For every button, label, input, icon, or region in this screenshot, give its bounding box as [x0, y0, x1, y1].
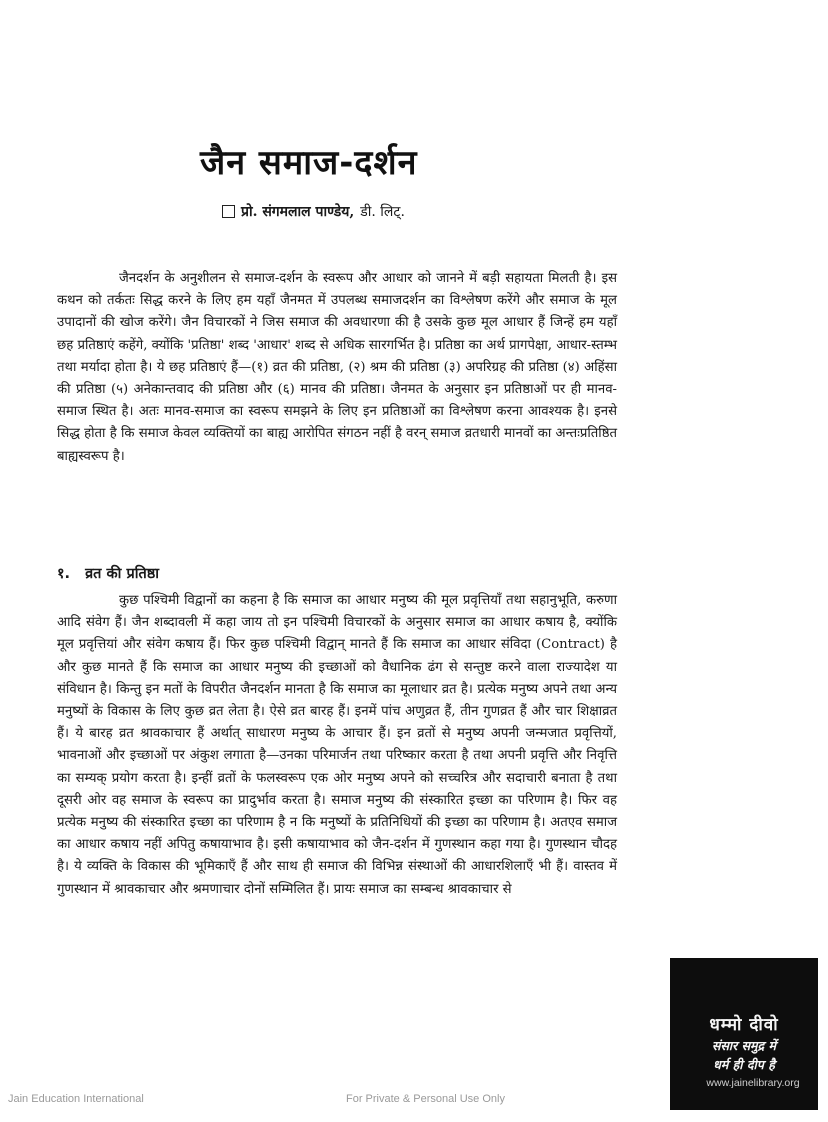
footer-usage-notice: For Private & Personal Use Only: [346, 1093, 505, 1105]
author-degree: डी. लिट्.: [360, 204, 405, 220]
emblem-url-link[interactable]: www.jainelibrary.org: [706, 1077, 800, 1089]
emblem-line-2: संसार समुद्र में: [712, 1038, 776, 1053]
square-bullet-icon: [222, 205, 235, 218]
intro-paragraph: जैनदर्शन के अनुशीलन से समाज-दर्शन के स्वरूप और आधार को जानने में बड़ी सहायता मिलती है। इस कथन को तर्कतः सिद्ध करने के लिए हम यहाँ जैनमत में उपलब्ध समाजदर्शन का विश्लेषण करेंगे और समाज के मूल उपादानों की खोज करेंगे। जैन विचारकों ने जिस समाज की अवधारणा की है उसके कुछ मूल आधार हैं जिन्हें हम यहाँ छह प्रतिष्ठाएं कहेंगे, क्योंकि 'प्रतिष्ठा' शब्द 'आधार' शब्द से अधिक सारगर्भित है। प्रतिष्ठा का अर्थ प्रागपेक्षा, आधार-स्तम्भ तथा मर्यादा होता है। ये छह प्रतिष्ठाएं हैं—(१) व्रत की प्रतिष्ठा, (२) श्रम की प्रतिष्ठा (३) अपरिग्रह की प्रतिष्ठा (४) अहिंसा की प्रतिष्ठा (५) अनेकान्तवाद की प्रतिष्ठा और (६) मानव की प्रतिष्ठा। जैनमत के अनुसार इन प्रतिष्ठाओं पर ही मानव-समाज स्थित है। अतः मानव-समाज का स्वरूप समझने के लिए इन प्रतिष्ठाओं का विश्लेषण करना आवश्यक है। इनसे सिद्ध होता है कि समाज केवल व्यक्तियों का बाह्य आरोपित संगठन नहीं है वरन् समाज व्रतधारी मानवों का अन्तःप्रतिष्ठित बाह्यस्वरूप है।: [57, 271, 617, 464]
jain-library-emblem: [670, 958, 818, 1110]
section-number: १.: [57, 566, 71, 582]
section-heading: [57, 563, 159, 583]
section-paragraph: कुछ पश्चिमी विद्वानों का कहना है कि समाज का आधार मनुष्य की मूल प्रवृत्तियाँ तथा सहानुभूति, करुणा आदि संवेग हैं। जैन शब्दावली में कहा जाय तो इन पश्चिमी विचारकों के अनुसार समाज का आधार कषाय है, क्योंकि मूल प्रवृत्तियां और संवेग कषाय हैं। फिर कुछ पश्चिमी विद्वान् मानते हैं कि समाज का आधार संविदा (Contract) है और कुछ मानते हैं कि समाज का आधार मनुष्य की इच्छाओं को वैधानिक ढंग से सन्तुष्ट करने वाला राज्यादेश या संविधान है। किन्तु इन मतों के विपरीत जैनदर्शन मानता है कि समाज का मूलाधार व्रत है। प्रत्येक मनुष्य अपने तथा अन्य मनुष्यों के विकास के लिए कुछ व्रत लेता है। ऐसे व्रत बारह हैं। इनमें पांच अणुव्रत हैं, तीन गुणव्रत हैं और चार शिक्षाव्रत हैं। ये बारह व्रत श्रावकाचार हैं अर्थात् साधारण मनुष्य के आचार हैं। इन व्रतों से मनुष्य अपनी जन्मजात प्रवृत्तियों, भावनाओं और इच्छाओं पर अंकुश लगाता है—उनका परिमार्जन तथा परिष्कार करता है तथा अपनी प्रवृत्ति और निवृत्ति का सम्यक् प्रयोग करता है। इन्हीं व्रतों के फलस्वरूप एक ओर मनुष्य अपने को सच्चरित्र और सदाचारी बनाता है तथा दूसरी ओर वह समाज के स्वरूप का प्रादुर्भाव करता है। समाज मनुष्य की संस्कारित इच्छा का परिणाम है। फिर वह प्रत्येक मनुष्य की संस्कारित इच्छा का परिणाम है न कि मनुष्यों के प्रतिनिधियों की इच्छा का परिणाम है। अतएव समाज का आधार कषाय नहीं अपितु कषायाभाव है। इसी कषायाभाव को जैन-दर्शन में गुणस्थान कहा गया है। गुणस्थान चौदह है। ये व्यक्ति के विकास की भूमिकाएँ हैं और साथ ही समाज की विभिन्न संस्थाओं की आधारशिलाएँ भी हैं। वास्तव में गुणस्थान में श्रावकाचार और श्रमणाचार दोनों सम्मिलित हैं। प्रायः समाज का सम्बन्ध श्रावकाचार से: [57, 593, 617, 897]
author-byline: [222, 202, 405, 221]
section-paragraph-block: [57, 590, 617, 901]
emblem-motto: धम्मो दीवो: [709, 1015, 779, 1035]
footer-publisher: Jain Education International: [8, 1093, 144, 1105]
section-title: व्रत की प्रतिष्ठा: [85, 566, 160, 582]
author-name: प्रो. संगमलाल पाण्डेय,: [241, 204, 355, 220]
intro-paragraph-block: [57, 268, 617, 468]
emblem-line-3: धर्म ही दीप है: [713, 1057, 775, 1072]
page-title: जैन समाज-दर्शन: [200, 143, 418, 183]
